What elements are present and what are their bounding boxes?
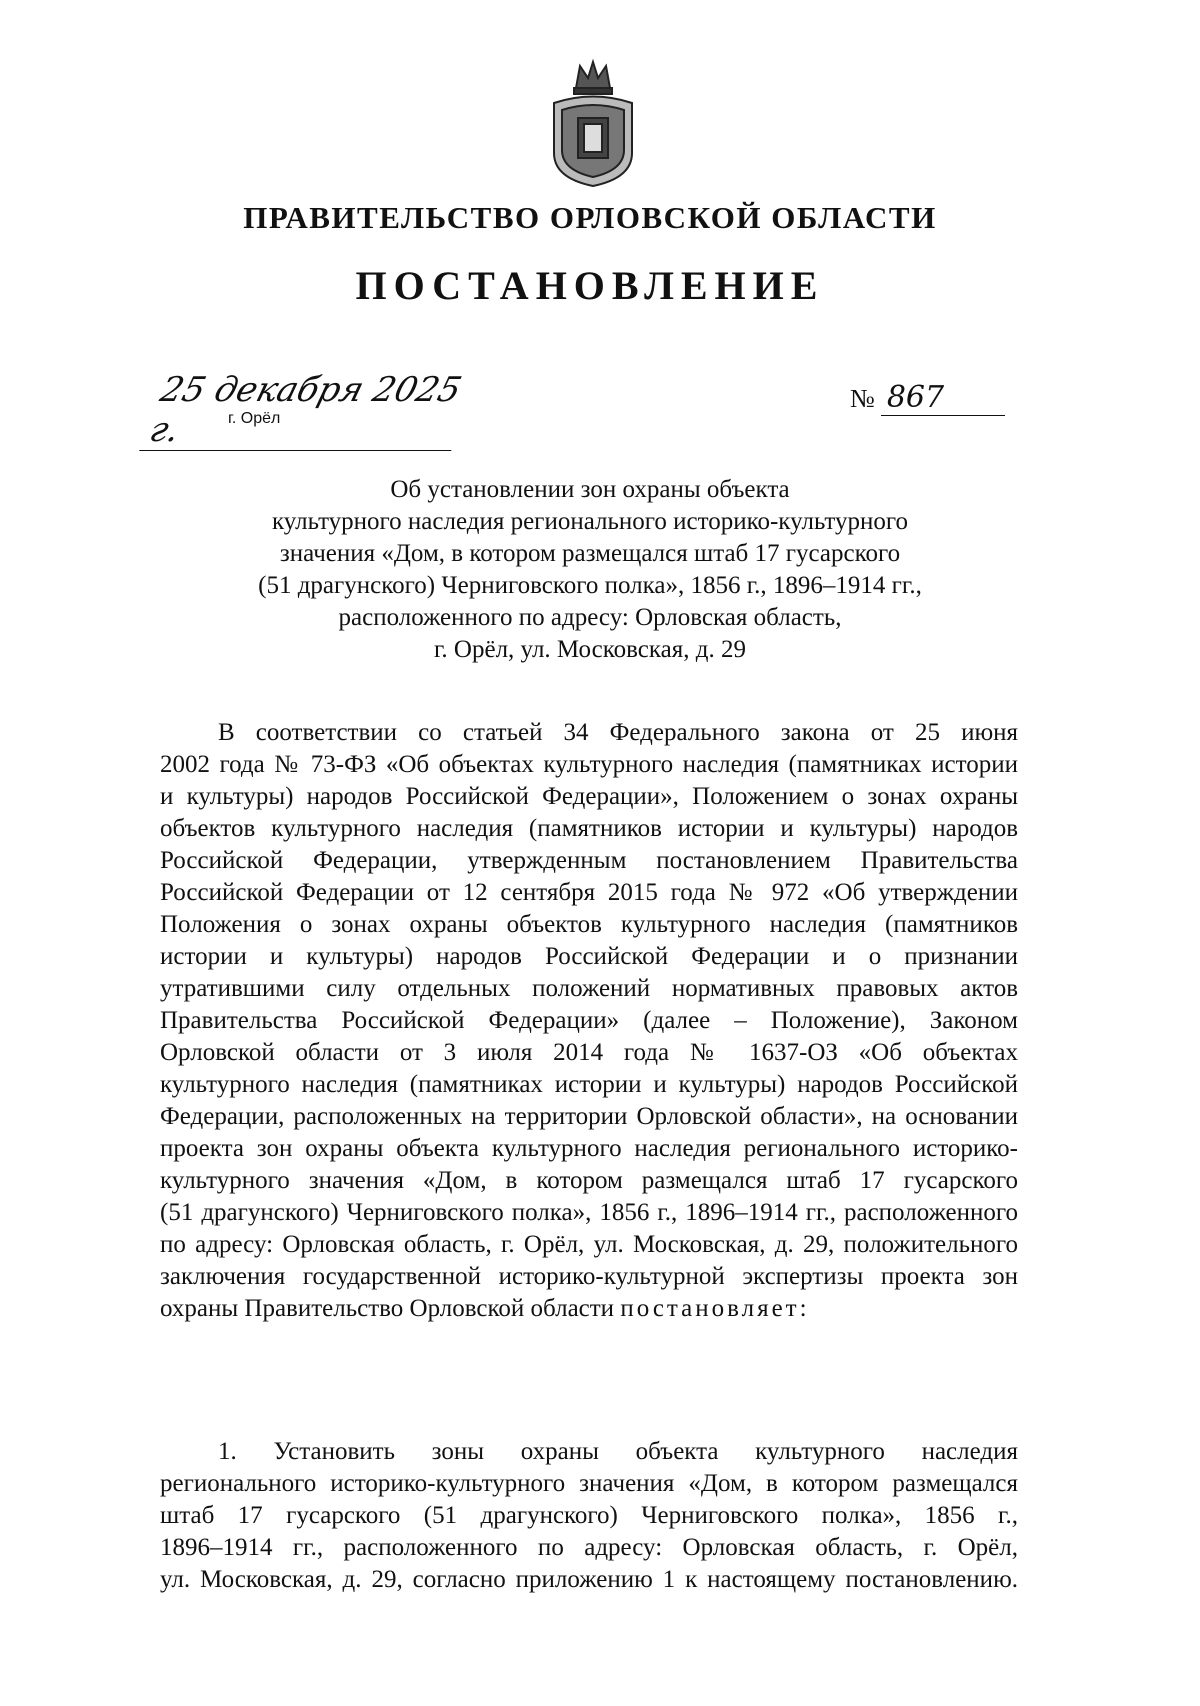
- text-line: 2002 года № 73-ФЗ «Об объектах культурного наследия (памятниках истории: [160, 751, 1018, 778]
- document-type-heading: ПОСТАНОВЛЕНИЕ: [355, 263, 825, 308]
- text-line: культурного значения «Дом, в котором размещался штаб 17 гусарского: [160, 1167, 1018, 1194]
- text-line: ул. Московская, д. 29, согласно приложению 1 к настоящему постановлению.: [160, 1566, 1018, 1593]
- text-line: объектов культурного наследия (памятников истории и культуры) народов: [160, 815, 1018, 842]
- title-line: значения «Дом, в котором размещался штаб 17 гусарского: [279, 540, 901, 567]
- title-line: культурного наследия регионального историко-культурного: [271, 508, 909, 535]
- organization-heading: ПРАВИТЕЛЬСТВО ОРЛОВСКОЙ ОБЛАСТИ: [243, 200, 937, 235]
- title-line: расположенного по адресу: Орловская область,: [338, 604, 842, 631]
- title-line: г. Орёл, ул. Московская, д. 29: [434, 636, 746, 663]
- text-line: заключения государственной историко-культурной экспертизы проекта зон: [160, 1263, 1018, 1290]
- text-line: 1896–1914 гг., расположенного по адресу: Орловская область, г. Орёл,: [160, 1534, 1018, 1561]
- text-line: 1. Установить зоны охраны объекта культурного наследия: [218, 1438, 1018, 1465]
- text-line: Российской Федерации от 12 сентября 2015 года № 972 «Об утверждении: [160, 879, 1018, 906]
- text-line: штаб 17 гусарского (51 драгунского) Черниговского полка», 1856 г.,: [160, 1502, 1018, 1529]
- preamble-last-text: охраны Правительство Орловской области: [160, 1295, 615, 1322]
- text-line: Положения о зонах охраны объектов культурного наследия (памятников: [160, 911, 1018, 938]
- text-line: проекта зон охраны объекта культурного наследия регионального историко-: [160, 1135, 1018, 1162]
- item-1-paragraph: [160, 1436, 1018, 1596]
- text-line: Орловской области от 3 июля 2014 года № 1637-ОЗ «Об объектах: [160, 1039, 1018, 1066]
- document-city: г. Орёл: [228, 410, 281, 427]
- text-line: Федерации, расположенных на территории Орловской области», на основании: [160, 1103, 1018, 1130]
- text-line: В соответствии со статьей 34 Федерального закона от 25 июня: [218, 719, 1018, 746]
- text-line: Российской Федерации, утвержденным постановлением Правительства: [160, 847, 1018, 874]
- document-title: [160, 474, 1020, 666]
- text-line: (51 драгунского) Черниговского полка», 1856 г., 1896–1914 гг., расположенного: [160, 1199, 1018, 1226]
- number-value: 867: [881, 380, 1005, 416]
- title-line: Об установлении зон охраны объекта: [390, 476, 790, 503]
- resolution-verb: постановляет:: [620, 1295, 810, 1322]
- preamble-paragraph: [160, 717, 1018, 1325]
- text-line: культурного наследия (памятниках истории и культуры) народов Российской: [160, 1071, 1018, 1098]
- title-line: (51 драгунского) Черниговского полка», 1856 г., 1896–1914 гг.,: [258, 572, 922, 599]
- text-line: регионального историко-культурного значения «Дом, в котором размещался: [160, 1470, 1018, 1497]
- coat-of-arms-emblem: [548, 58, 638, 188]
- text-line: истории и культуры) народов Российской Федерации и о признании: [160, 943, 1018, 970]
- text-line: Правительства Российской Федерации» (далее – Положение), Законом: [160, 1007, 1018, 1034]
- text-line: [160, 1293, 1018, 1325]
- text-line: и культуры) народов Российской Федерации», Положением о зонах охраны: [160, 783, 1018, 810]
- number-label: №: [850, 384, 875, 413]
- document-date: 25 декабря 2025 г.: [139, 370, 473, 451]
- document-number: [850, 380, 1005, 416]
- text-line: по адресу: Орловская область, г. Орёл, ул. Московская, д. 29, положительного: [160, 1231, 1018, 1258]
- text-line: утратившими силу отдельных положений нормативных правовых актов: [160, 975, 1018, 1002]
